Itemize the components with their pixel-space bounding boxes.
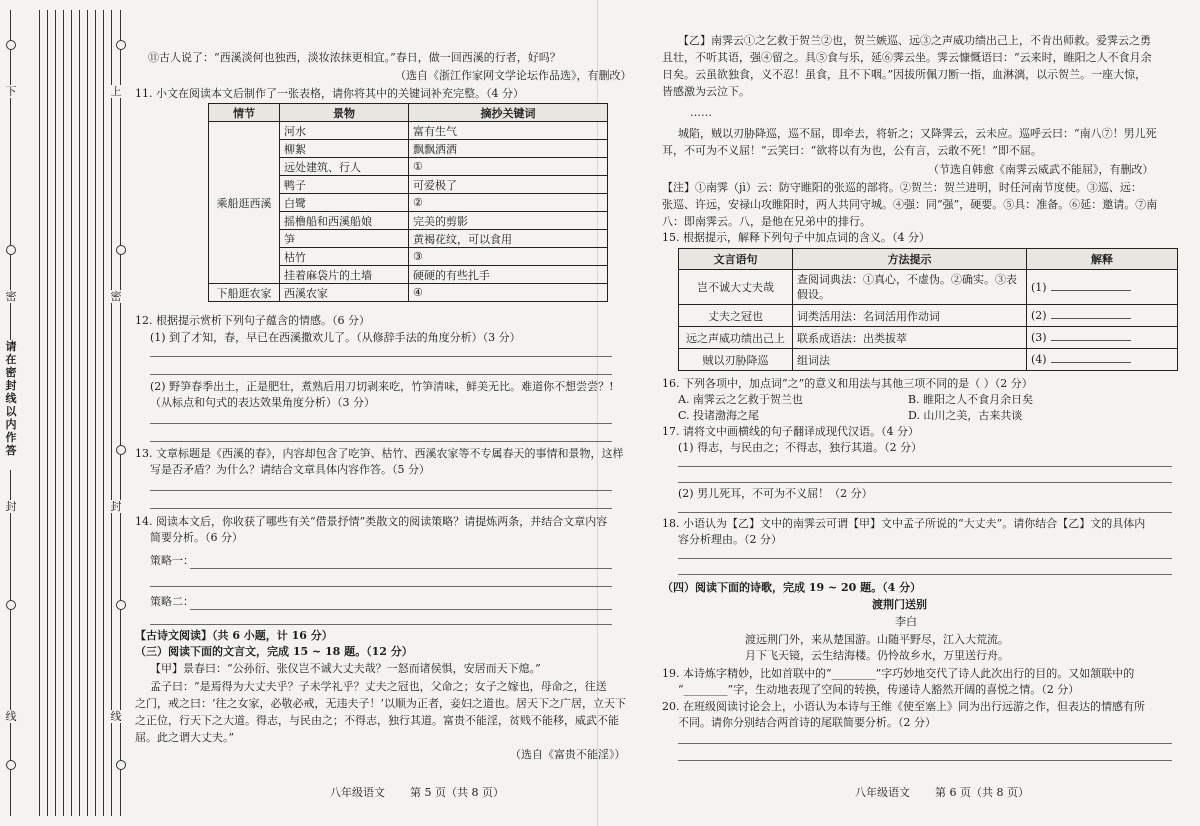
table-cell: 可爱极了 xyxy=(409,176,608,194)
question-13-cont: 写是否矛盾？为什么？请结合文章具体内容作答。（5 分） xyxy=(150,463,430,476)
strategy-1-label: 策略一： xyxy=(150,554,194,567)
strategy-2-label: 策略二： xyxy=(150,595,194,608)
passage-jia: 之正位，行天下之大道。得志，与民由之；不得志，独行其道。富贵不能淫，贫贱不能移，威武不能 xyxy=(135,714,619,727)
table-header: 解释 xyxy=(1027,249,1178,270)
binding-char: 上 xyxy=(110,85,122,98)
question-13: 13. 文章标题是《西溪的春》，内容却包含了吃笋、枯竹、西溪农家等不专属春天的事情和景物，这样 xyxy=(135,447,624,460)
table-cell: 摇橹船和西溪船娘 xyxy=(280,212,409,230)
answer-line[interactable] xyxy=(678,558,1172,559)
table-group: 下船逛农家 xyxy=(209,284,280,302)
answer-line[interactable] xyxy=(150,441,612,442)
table-header: 方法提示 xyxy=(793,249,1027,270)
option-c[interactable]: C. 投诸渤海之尾 xyxy=(678,409,760,422)
table-cell[interactable]: ① xyxy=(409,158,608,176)
answer-line[interactable] xyxy=(150,356,612,357)
table-cell: 白鹭 xyxy=(280,194,409,212)
table-cell: 挂着麻袋片的土墙 xyxy=(280,266,409,284)
table-cell: 丈夫之冠也 xyxy=(679,305,793,327)
binding-line xyxy=(71,10,72,816)
option-b[interactable]: B. 睢阳之人不食月余日矣 xyxy=(908,393,1034,406)
answer-line[interactable] xyxy=(150,490,612,491)
answer-line[interactable] xyxy=(150,508,612,509)
passage-yi: 耳，不可为不义屈！”云笑曰：“欲将以有为也，公有言，云敢不死！”即不屈。 xyxy=(662,144,1042,157)
source-note: （选自《富贵不能淫》） xyxy=(510,748,626,761)
table-cell: 联系成语法：出类拔萃 xyxy=(793,327,1027,349)
question-18: 18. 小语认为【乙】文中的南霁云可谓【甲】文中孟子所说的“大丈夫”。请你结合【乙】文的具体内 xyxy=(662,517,1146,530)
annotation: 八：即南霁云。八，是他在兄弟中的排行。 xyxy=(662,215,871,228)
question-14-cont: 简要分析。（6 分） xyxy=(150,531,243,544)
table-cell: 远之声威功绩出己上 xyxy=(679,327,793,349)
footer-subject: 八年级语文 xyxy=(855,786,910,799)
table-cell: 笋 xyxy=(280,230,409,248)
table-cell: 查阅词典法：①真心，不虚伪。②确实。③表假设。 xyxy=(793,270,1027,305)
binding-line xyxy=(39,10,40,816)
binding-hole xyxy=(6,245,16,255)
table-cell: 岂不诚大丈夫哉 xyxy=(679,270,793,305)
question-16: 16. 下列各项中，加点词“之”的意义和用法与其他三项不同的是（ ）（2 分） xyxy=(662,377,1033,390)
annotation: 张巡、许远，安禄山攻睢阳时，两人共同守城。④强：同“强”，硬要。⑤具：准备。⑥延：邀请。⑦南 xyxy=(662,198,1158,211)
poem-author: 李白 xyxy=(895,615,917,628)
explain-table xyxy=(678,248,1178,371)
section-heading: 【古诗文阅读】（共 6 小题，计 16 分） xyxy=(135,629,333,642)
poem-title: 渡荆门送别 xyxy=(872,598,927,611)
binding-char: 封 xyxy=(110,500,122,513)
passage-jia: 【甲】景春曰：“公孙衍、张仪岂不诚大丈夫哉？一怒而诸侯惧，安居而天下熄。” xyxy=(150,662,541,675)
footer-page: 第 6 页（共 8 页） xyxy=(935,786,1029,799)
answer-cell[interactable] xyxy=(1027,349,1178,371)
passage-yi: 皆感激为云泣下。 xyxy=(662,85,750,98)
question-14: 14. 阅读本文后，你收获了哪些有关“借景抒情”类散文的阅读策略？请提炼两条，并结合文章内容 xyxy=(135,515,608,528)
source-note: （节选自韩愈《南霁云威武不能屈》，有删改） xyxy=(928,163,1154,176)
binding-hole xyxy=(116,445,126,455)
question-12-2-hint: （从标点和句式的表达效果角度分析）（3 分） xyxy=(150,396,375,409)
binding-hole xyxy=(116,245,126,255)
answer-cell[interactable] xyxy=(1027,305,1178,327)
table-header: 摘抄关键词 xyxy=(409,104,608,122)
answer-line[interactable] xyxy=(678,743,1172,744)
answer-line[interactable] xyxy=(150,423,612,424)
question-17: 17. 请将文中画横线的句子翻译成现代汉语。（4 分） xyxy=(662,425,919,438)
annotation: 【注】①南霁（jì）云：防守睢阳的张巡的部将。②贺兰：贺兰进明，时任河南节度使。③巡、远： xyxy=(662,181,1142,194)
binding-line xyxy=(95,10,96,816)
binding-hole xyxy=(6,600,16,610)
binding-hole xyxy=(116,40,126,50)
binding-line xyxy=(111,10,112,816)
passage-yi: 且壮，不听其语，强④留之。具⑤食与乐，延⑥霁云坐。霁云慷慨语曰：“云来时，睢阳之人不食月余 xyxy=(662,51,1152,64)
section-heading: （四）阅读下面的诗歌，完成 19 ~ 20 题。（4 分） xyxy=(662,581,922,594)
question-15: 15. 根据提示，解释下列句子中加点词的含义。（4 分） xyxy=(662,231,930,244)
question-12: 12. 根据提示赏析下列句子蕴含的情感。（6 分） xyxy=(135,314,370,327)
footer-subject: 八年级语文 xyxy=(330,786,385,799)
binding-line xyxy=(55,10,56,816)
binding-hole xyxy=(116,600,126,610)
answer-line[interactable] xyxy=(678,574,1172,575)
paragraph: ⑪古人说了：“西溪淡何也独西，淡妆浓抹更相宜。”春日，做一回西溪的行者，好吗？ xyxy=(148,51,561,64)
table-cell: 枯竹 xyxy=(280,248,409,266)
passage-yi: 【乙】南霁云①之乞救于贺兰②也，贺兰嫉巡、远③之声威功绩出己上，不肯出师救。爱霁云之勇 xyxy=(678,34,1151,47)
answer-line[interactable] xyxy=(678,760,1172,761)
question-12-2: (2) 野笋春季出土，正是肥壮，煮熟后用刀切剥来吃，竹笋清味，鲜美无比。难道你不想尝尝？! xyxy=(150,380,614,393)
table-cell: 西溪农家 xyxy=(280,284,409,302)
binding-char: 线 xyxy=(5,710,17,723)
binding-line xyxy=(103,10,104,816)
keyword-table xyxy=(208,103,608,302)
answer-line[interactable] xyxy=(190,609,612,610)
passage-jia: 屈。此之谓大丈夫。” xyxy=(135,731,235,744)
binding-char: 密 xyxy=(5,290,17,303)
question-17-1: (1) 得志，与民由之；不得志，独行其道。（2 分） xyxy=(678,441,923,454)
answer-cell[interactable] xyxy=(1027,270,1178,305)
passage-yi: 城陷，贼以刃胁降巡，巡不屈，即牵去，将斩之；又降霁云，云未应。巡呼云曰：“南八⑦！男儿死 xyxy=(678,127,1157,140)
table-cell[interactable]: ③ xyxy=(409,248,608,266)
table-cell: 富有生气 xyxy=(409,122,608,140)
option-a[interactable]: A. 南霁云之乞救于贺兰也 xyxy=(678,393,803,406)
table-cell: 词类活用法：名词活用作动词 xyxy=(793,305,1027,327)
question-20: 20. 在班级阅读讨论会上，小语认为本诗与王维《使至塞上》同为出行远游之作，但表达的情感有所 xyxy=(662,700,1145,713)
question-19: 19. 本诗炼字精妙，比如首联中的“________”字巧妙地交代了诗人此次出行的目的。又如颔联中的 xyxy=(662,667,1135,680)
binding-notice: 请在密封线以内作答 xyxy=(4,340,18,470)
section-heading: （三）阅读下面的文言文，完成 15 ~ 18 题。（12 分） xyxy=(135,645,413,658)
question-17-2: (2) 男儿死耳，不可为不义屈！（2 分） xyxy=(678,487,873,500)
answer-line[interactable] xyxy=(678,512,1172,513)
ellipsis: …… xyxy=(690,106,712,119)
option-d[interactable]: D. 山川之美，古来共谈 xyxy=(908,409,1023,422)
source-note: （选自《浙江作家网文学论坛作品选》，有删改） xyxy=(395,69,632,82)
binding-hole xyxy=(6,40,16,50)
answer-line[interactable] xyxy=(150,624,612,625)
table-cell: 远处建筑、行人 xyxy=(280,158,409,176)
passage-jia: 之门，戒之曰：‘往之女家，必敬必戒，无违夫子！’以顺为正者，妾妇之道也。居天下之广居，立天下 xyxy=(135,697,626,710)
passage-yi: 日矣。云虽欲独食，义不忍！虽食，且不下咽。”因拔所佩刀断一指，血淋漓，以示贺兰。一座大惊， xyxy=(662,68,1147,81)
table-cell: 组词法 xyxy=(793,349,1027,371)
binding-char: 封 xyxy=(5,500,17,513)
answer-number: (3) xyxy=(1031,331,1047,344)
table-cell: 飘飘洒洒 xyxy=(409,140,608,158)
binding-char: 线 xyxy=(110,710,122,723)
question-12-1: (1) 到了才知，春，早已在西溪撒欢儿了。（从修辞手法的角度分析）（3 分） xyxy=(150,331,521,344)
answer-line[interactable] xyxy=(678,466,1172,467)
binding-hole xyxy=(116,760,126,770)
answer-number: (2) xyxy=(1031,309,1047,322)
question-20-cont: 不同。请你分别结合两首诗的尾联简要分析。（2 分） xyxy=(678,716,936,729)
table-cell: 鸭子 xyxy=(280,176,409,194)
answer-cell[interactable] xyxy=(1027,327,1178,349)
answer-line[interactable] xyxy=(190,568,612,569)
binding-char: 密 xyxy=(110,290,122,303)
table-header: 文言语句 xyxy=(679,249,793,270)
answer-line[interactable] xyxy=(150,374,612,375)
poem-line: 渡远荆门外，来从楚国游。山随平野尽，江入大荒流。 xyxy=(745,633,1009,646)
table-cell: 河水 xyxy=(280,122,409,140)
binding-line xyxy=(47,10,48,816)
table-header: 景物 xyxy=(280,104,409,122)
answer-number: (4) xyxy=(1031,353,1047,366)
table-header: 情节 xyxy=(209,104,280,122)
binding-hole xyxy=(6,760,16,770)
table-group: 乘船逛西溪 xyxy=(209,122,280,284)
binding-line xyxy=(120,10,121,816)
table-cell: 黄褐花纹，可以食用 xyxy=(409,230,608,248)
table-cell: 硬硬的有些扎手 xyxy=(409,266,608,284)
table-cell: 完美的剪影 xyxy=(409,212,608,230)
footer-page: 第 5 页（共 8 页） xyxy=(410,786,504,799)
answer-number: (1) xyxy=(1031,280,1047,294)
table-cell[interactable]: ④ xyxy=(409,284,608,302)
binding-line xyxy=(87,10,88,816)
binding-line xyxy=(63,10,64,816)
binding-char: 下 xyxy=(5,85,17,98)
passage-jia: 孟子曰：“是焉得为大丈夫乎？子未学礼乎？丈夫之冠也，父命之；女子之嫁也，母命之，往送 xyxy=(150,680,607,693)
poem-line: 月下飞天镜，云生结海楼。仍怜故乡水，万里送行舟。 xyxy=(745,649,1009,662)
answer-line[interactable] xyxy=(678,482,1172,483)
question-11: 11. 小文在阅读本文后制作了一张表格，请你将其中的关键词补充完整。（4 分） xyxy=(135,87,524,100)
table-cell: 柳絮 xyxy=(280,140,409,158)
table-cell: 贼以刃胁降巡 xyxy=(679,349,793,371)
question-18-cont: 容分析理由。（2 分） xyxy=(678,533,782,546)
answer-line[interactable] xyxy=(150,586,612,587)
table-cell[interactable]: ② xyxy=(409,194,608,212)
binding-line xyxy=(79,10,80,816)
question-19-cont: “________”字，生动地表现了空间的转换，传递诗人豁然开阔的喜悦之情。（2 分） xyxy=(678,683,1080,696)
